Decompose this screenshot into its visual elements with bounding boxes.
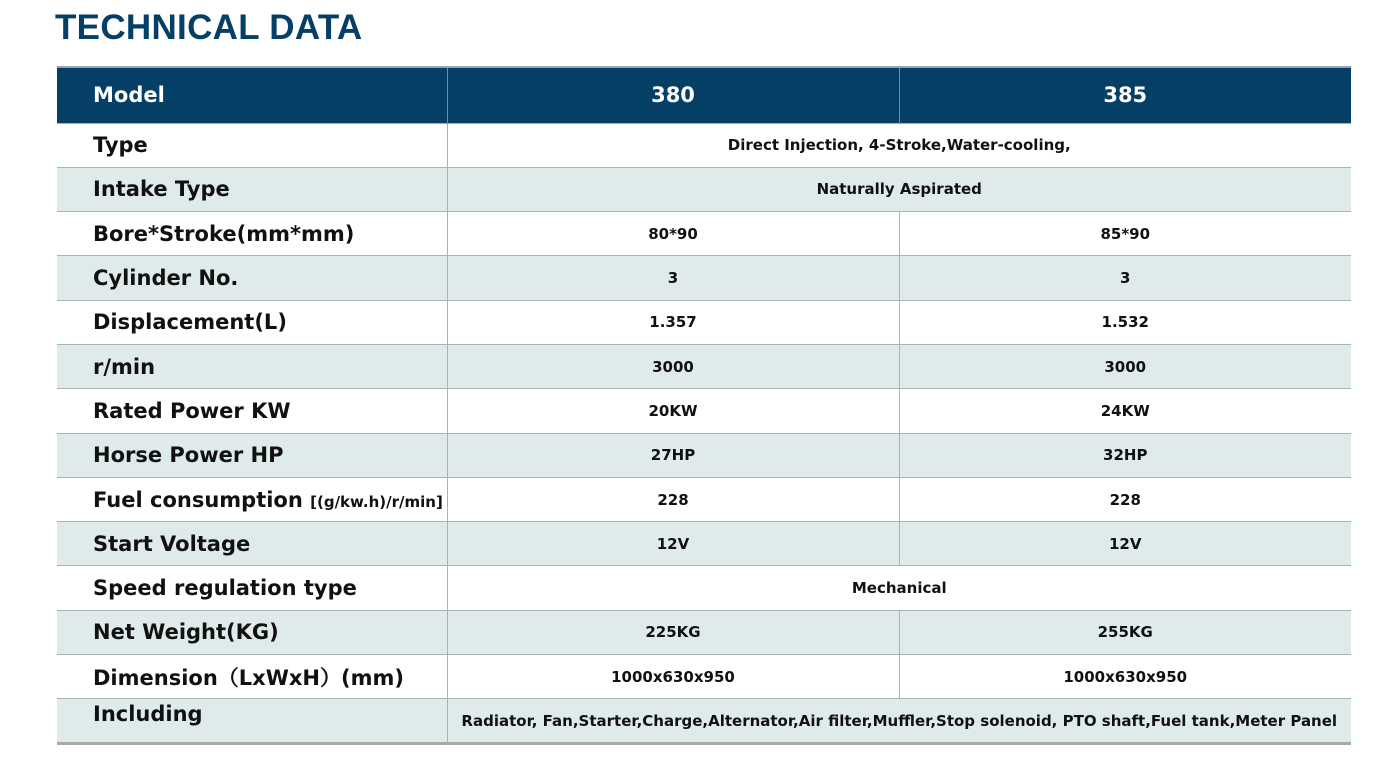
value-cell-385: 1.532 (899, 300, 1351, 344)
row-label (57, 655, 447, 699)
value-cell-385: 3000 (899, 344, 1351, 388)
value-cell-380: 228 (447, 477, 899, 521)
table-body (57, 123, 1351, 743)
merged-value-cell: Naturally Aspirated (447, 167, 1351, 211)
value-cell-385: 12V (899, 522, 1351, 566)
row-label-text: r/min (93, 354, 156, 379)
row-label-text: Bore*Stroke(mm*mm) (93, 221, 355, 246)
row-label-text: Intake Type (93, 177, 230, 202)
value-cell-385: 85*90 (899, 212, 1351, 256)
row-label-text: Horse Power HP (93, 443, 284, 468)
value-cell-380: 3 (447, 256, 899, 300)
row-label (57, 477, 447, 521)
merged-value-cell: Radiator, Fan,Starter,Charge,Alternator,Air filter,Muffler,Stop solenoid, PTO shaft,Fuel tank,Meter Panel (447, 699, 1351, 743)
value-cell-380: 27HP (447, 433, 899, 477)
table-row (57, 389, 1351, 433)
table-row (57, 610, 1351, 654)
value-cell-380: 1000x630x950 (447, 655, 899, 699)
row-label-text: Rated Power KW (93, 398, 291, 423)
row-label-text: Type (93, 133, 148, 158)
table-row (57, 477, 1351, 521)
value-cell-385: 1000x630x950 (899, 655, 1351, 699)
row-label (57, 610, 447, 654)
row-label-unit: [(g/kw.h)/r/min] (310, 492, 443, 511)
page-title: TECHNICAL DATA (55, 8, 363, 47)
row-label (57, 699, 447, 743)
row-label-text: Start Voltage (93, 531, 251, 556)
row-label (57, 522, 447, 566)
table-row (57, 655, 1351, 699)
header-model-385: 385 (899, 67, 1351, 123)
table-row (57, 212, 1351, 256)
row-label (57, 566, 447, 610)
value-cell-385: 24KW (899, 389, 1351, 433)
value-cell-380: 225KG (447, 610, 899, 654)
row-label-text: Including (93, 702, 203, 727)
row-label (57, 433, 447, 477)
value-cell-380: 12V (447, 522, 899, 566)
technical-data-table (57, 66, 1351, 745)
row-label-text: Speed regulation type (93, 576, 357, 601)
table-row (57, 566, 1351, 610)
merged-value-cell: Direct Injection, 4-Stroke,Water-cooling, (447, 123, 1351, 167)
value-cell-380: 80*90 (447, 212, 899, 256)
value-cell-380: 1.357 (447, 300, 899, 344)
table-row (57, 433, 1351, 477)
value-cell-380: 20KW (447, 389, 899, 433)
row-label-text: Displacement(L) (93, 310, 287, 335)
row-label (57, 344, 447, 388)
table-header-row (57, 67, 1351, 123)
table-row (57, 123, 1351, 167)
row-label (57, 389, 447, 433)
table-row (57, 522, 1351, 566)
value-cell-385: 32HP (899, 433, 1351, 477)
row-label-text: Fuel consumption (93, 487, 311, 512)
value-cell-385: 3 (899, 256, 1351, 300)
row-label-text: Net Weight(KG) (93, 620, 279, 645)
header-model-380: 380 (447, 67, 899, 123)
value-cell-385: 228 (899, 477, 1351, 521)
table-row (57, 344, 1351, 388)
row-label (57, 256, 447, 300)
row-label-text: Dimension（LxWxH）(mm) (93, 665, 404, 690)
table-row (57, 300, 1351, 344)
row-label-text: Cylinder No. (93, 266, 239, 291)
merged-value-cell: Mechanical (447, 566, 1351, 610)
table-row (57, 167, 1351, 211)
header-label-model: Model (93, 83, 165, 108)
value-cell-380: 3000 (447, 344, 899, 388)
row-label (57, 123, 447, 167)
value-cell-385: 255KG (899, 610, 1351, 654)
row-label (57, 167, 447, 211)
table-row (57, 699, 1351, 743)
row-label (57, 212, 447, 256)
row-label (57, 300, 447, 344)
table-row (57, 256, 1351, 300)
